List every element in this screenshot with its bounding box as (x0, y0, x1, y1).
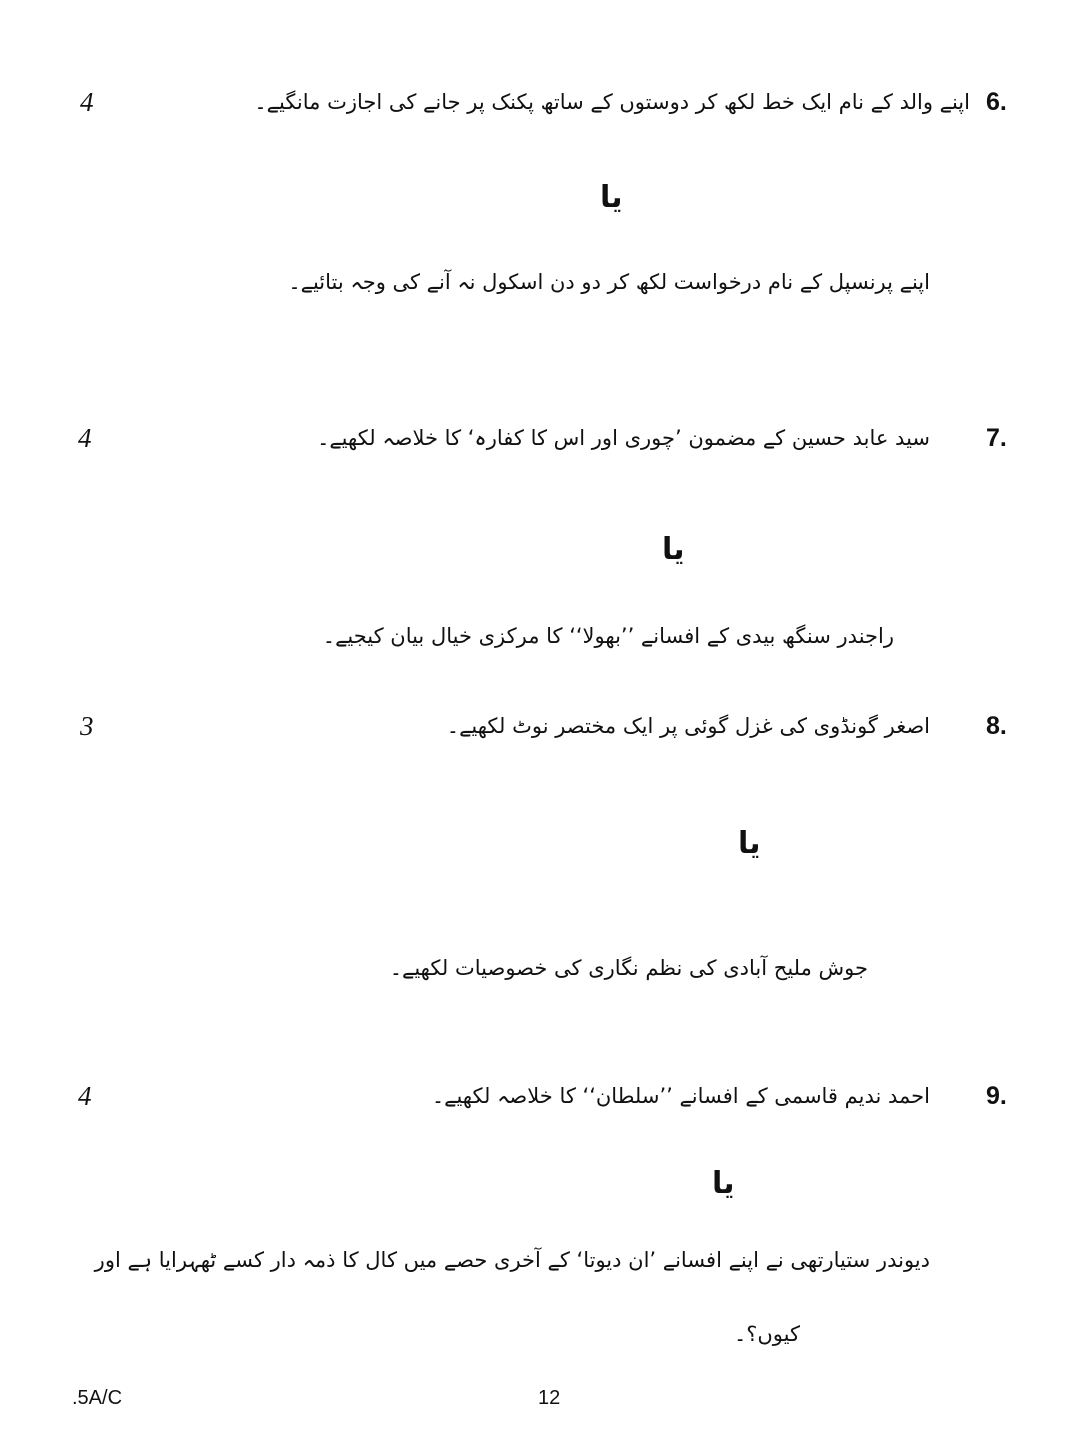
question-9-alternative-text-line-2: کیوں؟۔ (733, 1322, 800, 1346)
question-7-or-label: یا (662, 532, 685, 567)
question-9-text: احمد ندیم قاسمی کے افسانے ’’سلطان‘‘ کا خلاصہ لکھیے۔ (431, 1084, 930, 1108)
question-8-marks: 3 (80, 711, 94, 741)
question-8-or-label: یا (738, 826, 761, 861)
footer-paper-code: .5A/C (72, 1387, 123, 1409)
question-7-number: 7. (986, 424, 1007, 452)
question-8-text: اصغر گونڈوی کی غزل گوئی پر ایک مختصر نوٹ لکھیے۔ (446, 714, 930, 738)
question-9-or-label: یا (712, 1166, 735, 1201)
question-6-text: اپنے والد کے نام ایک خط لکھ کر دوستوں کے ساتھ پکنک پر جانے کی اجازت مانگیے۔ (254, 90, 970, 114)
question-6-marks: 4 (80, 87, 94, 117)
question-9-marks: 4 (78, 1081, 92, 1111)
question-6-or-label: یا (600, 180, 623, 215)
question-9-alternative-text-line-1: دیوندر ستیارتھی نے اپنے افسانے ’ان دیوتا‘ کے آخری حصے میں کال کا ذمہ دار کسے ٹھہرایا ہے اور (94, 1248, 930, 1272)
question-9-number: 9. (986, 1082, 1007, 1110)
question-6-alternative-text: اپنے پرنسپل کے نام درخواست لکھ کر دو دن اسکول نہ آنے کی وجہ بتائیے۔ (288, 270, 930, 294)
question-8-alternative-text: جوش ملیح آبادی کی نظم نگاری کی خصوصیات لکھیے۔ (389, 956, 868, 980)
question-8-number: 8. (986, 712, 1007, 740)
question-7-alternative-text: راجندر سنگھ بیدی کے افسانے ’’بھولا‘‘ کا مرکزی خیال بیان کیجیے۔ (322, 624, 894, 648)
footer-page-number: 12 (538, 1387, 561, 1409)
question-6-number: 6. (986, 88, 1007, 116)
question-7-marks: 4 (78, 423, 92, 453)
question-7-text: سید عابد حسین کے مضمون ’چوری اور اس کا کفارہ‘ کا خلاصہ لکھیے۔ (317, 426, 930, 450)
